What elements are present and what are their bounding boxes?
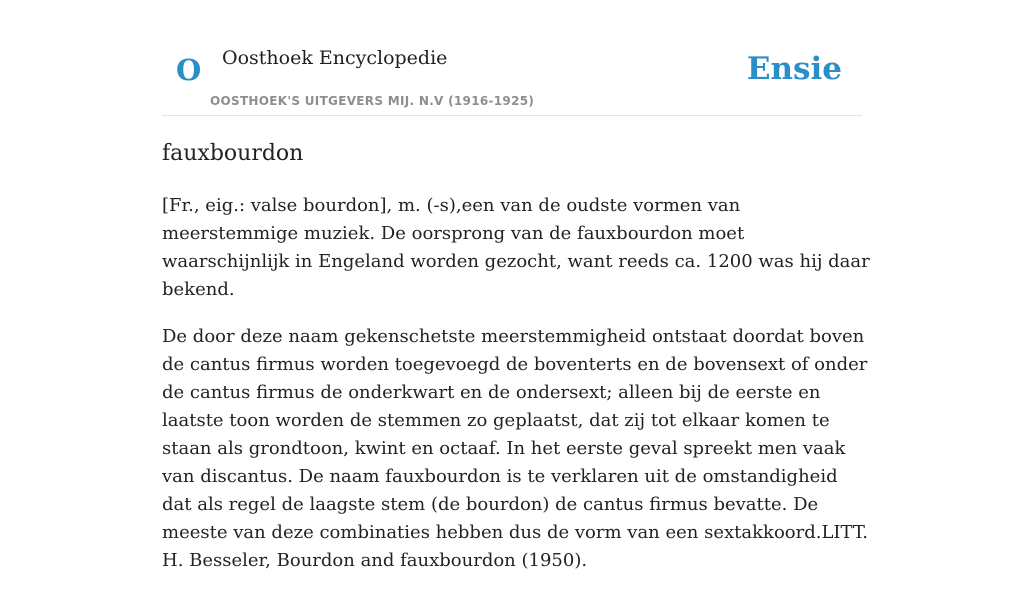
ensie-logo-link[interactable]: Ensie: [746, 51, 842, 87]
page: [162, 0, 870, 571]
source-logo: O: [176, 53, 202, 87]
entry-paragraph: [Fr., eig.: valse bourdon], m. (-s),een van de oudste vormen van meerstemmige muziek. De oorsprong van de fauxbourdon moet waarschijnlijk in Engeland worden gezocht, want reeds ca. 1200 was hij daar bekend.: [162, 195, 870, 300]
entry-paragraph: De door deze naam gekenschetste meerstemmigheid ontstaat doordat boven de cantus firmus worden toegevoegd de boventerts en de bovensext of onder de cantus firmus de onderkwart en de ondersext; alleen bij de eerste en laatste toon worden de stemmen zo geplaatst, dat zij tot elkaar komen te staan als grondtoon, kwint en octaaf. In het eerste geval spreekt men vaak van discantus. De naam fauxbourdon is te verklaren uit de omstandigheid dat als regel de laagste stem (de bourdon) de cantus firmus bevatte. De meeste van deze combinaties hebben dus de vorm van een sextakkoord.LITT. H. Besseler, Bourdon and fauxbourdon (1950).: [162, 326, 868, 571]
entry-title: fauxbourdon: [162, 141, 304, 166]
source-publisher: OOSTHOEK'S UITGEVERS MIJ. N.V (1916-1925): [210, 94, 535, 108]
source-header: [162, 0, 862, 116]
source-title[interactable]: Oosthoek Encyclopedie: [222, 47, 448, 69]
entry-body: [162, 192, 872, 594]
